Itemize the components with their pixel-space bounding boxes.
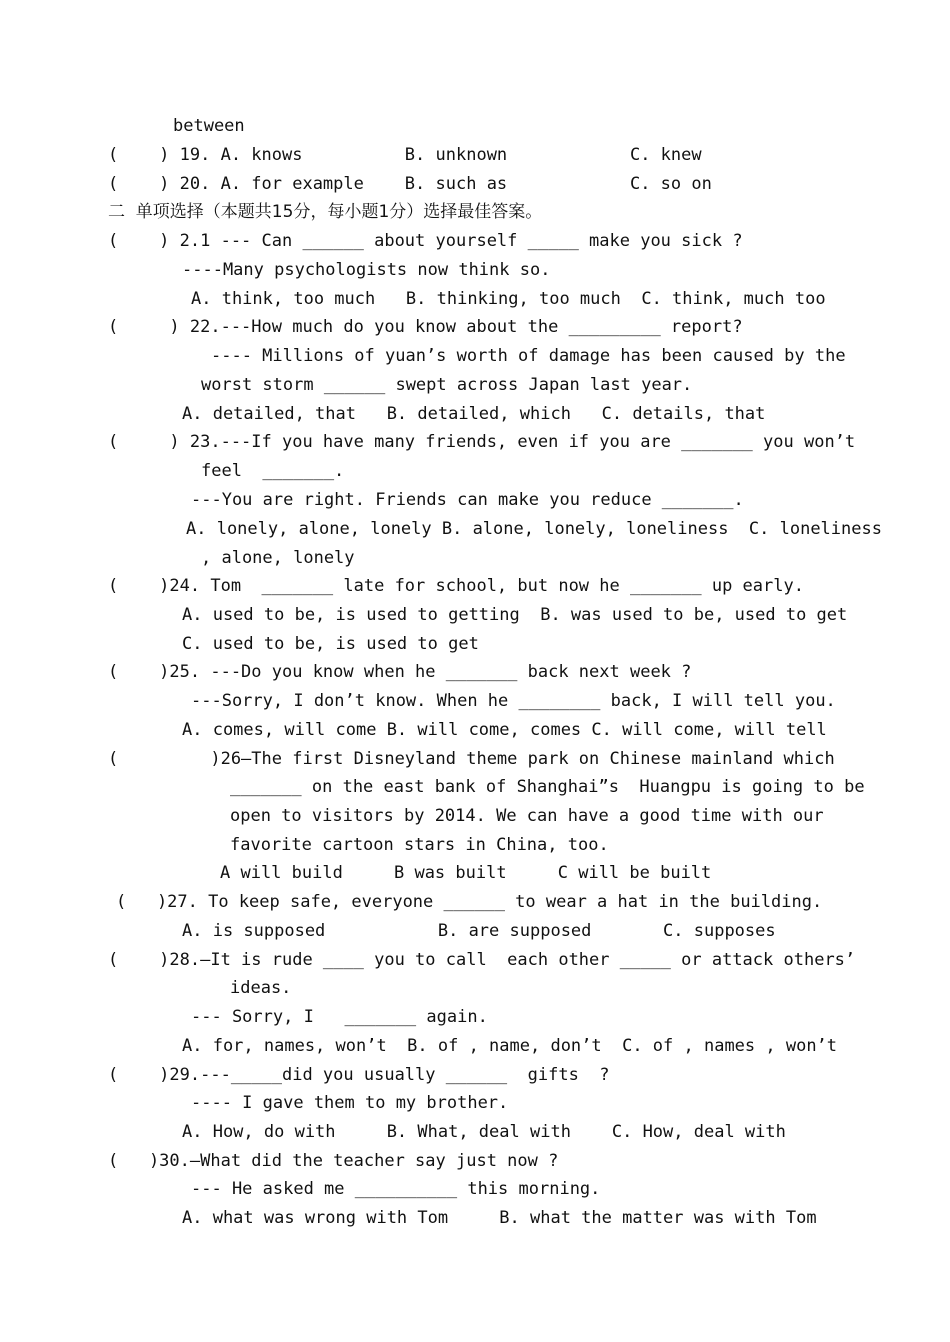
answer-line: --- He asked me __________ this morning. [191, 1179, 601, 1199]
options-line: A. think, too much B. thinking, too much C. think, much too [191, 289, 826, 309]
options-line: A. for, names, won’t B. of , name, don’t C. of , names , won’t [182, 1036, 838, 1056]
options-line: A. used to be, is used to getting B. was used to be, used to get [182, 605, 848, 625]
answer-line: ---- I gave them to my brother. [191, 1093, 509, 1113]
options-line: A. comes, will come B. will come, comes C. will come, will tell [182, 720, 827, 740]
text-line: favorite cartoon stars in China, too. [230, 835, 609, 855]
answer-line: ---You are right. Friends can make you reduce _______. [191, 490, 744, 510]
question-26: ( )26—The first Disneyland theme park on Chinese mainland which [108, 749, 835, 769]
options-line: A. is supposed B. are supposed C. supposes [182, 921, 776, 941]
options-line: A. detailed, that B. detailed, which C. details, that [182, 404, 766, 424]
options-line: A. what was wrong with Tom B. what the matter was with Tom [182, 1208, 817, 1228]
question-28: ( )28.—It is rude ____ you to call each other _____ or attack others’ [108, 950, 856, 970]
options-line: A. How, do with B. What, deal with C. How, deal with [182, 1122, 786, 1142]
question-27: ( )27. To keep safe, everyone ______ to wear a hat in the building. [116, 892, 823, 912]
question-19: ( ) 19. A. knows B. unknown C. knew [108, 145, 702, 165]
text-line: ideas. [230, 978, 292, 998]
text-line: feel _______. [201, 461, 345, 481]
section-heading: 二 单项选择（本题共15分，每小题1分）选择最佳答案。 [108, 202, 543, 222]
answer-line: ---Sorry, I don’t know. When he ________ back, I will tell you. [191, 691, 836, 711]
question-29: ( )29.---_____did you usually ______ gifts ? [108, 1065, 610, 1085]
question-20: ( ) 20. A. for example B. such as C. so on [108, 174, 712, 194]
question-23: ( ) 23.---If you have many friends, even if you are _______ you won’t [108, 432, 856, 452]
question-24: ( )24. Tom _______ late for school, but now he _______ up early. [108, 576, 804, 596]
answer-line: --- Sorry, I _______ again. [191, 1007, 488, 1027]
text-line: _______ on the east bank of Shanghai”s Huangpu is going to be [230, 777, 865, 797]
options-line: A will build B was built C will be built [220, 863, 712, 883]
text-line: , alone, lonely [201, 548, 355, 568]
options-line: A. lonely, alone, lonely B. alone, lonely, loneliness C. loneliness [186, 519, 882, 539]
answer-line: ----Many psychologists now think so. [182, 260, 551, 280]
options-line: C. used to be, is used to get [182, 634, 479, 654]
answer-line: ---- Millions of yuan’s worth of damage has been caused by the [211, 346, 846, 366]
question-22: ( ) 22.---How much do you know about the _________ report? [108, 317, 743, 337]
question-21: ( ) 2.1 --- Can ______ about yourself _____ make you sick ? [108, 231, 743, 251]
question-25: ( )25. ---Do you know when he _______ back next week ? [108, 662, 692, 682]
question-30: ( )30.—What did the teacher say just now ? [108, 1151, 559, 1171]
text-line: between [173, 116, 245, 136]
text-line: worst storm ______ swept across Japan last year. [201, 375, 693, 395]
text-line: open to visitors by 2014. We can have a good time with our [230, 806, 824, 826]
